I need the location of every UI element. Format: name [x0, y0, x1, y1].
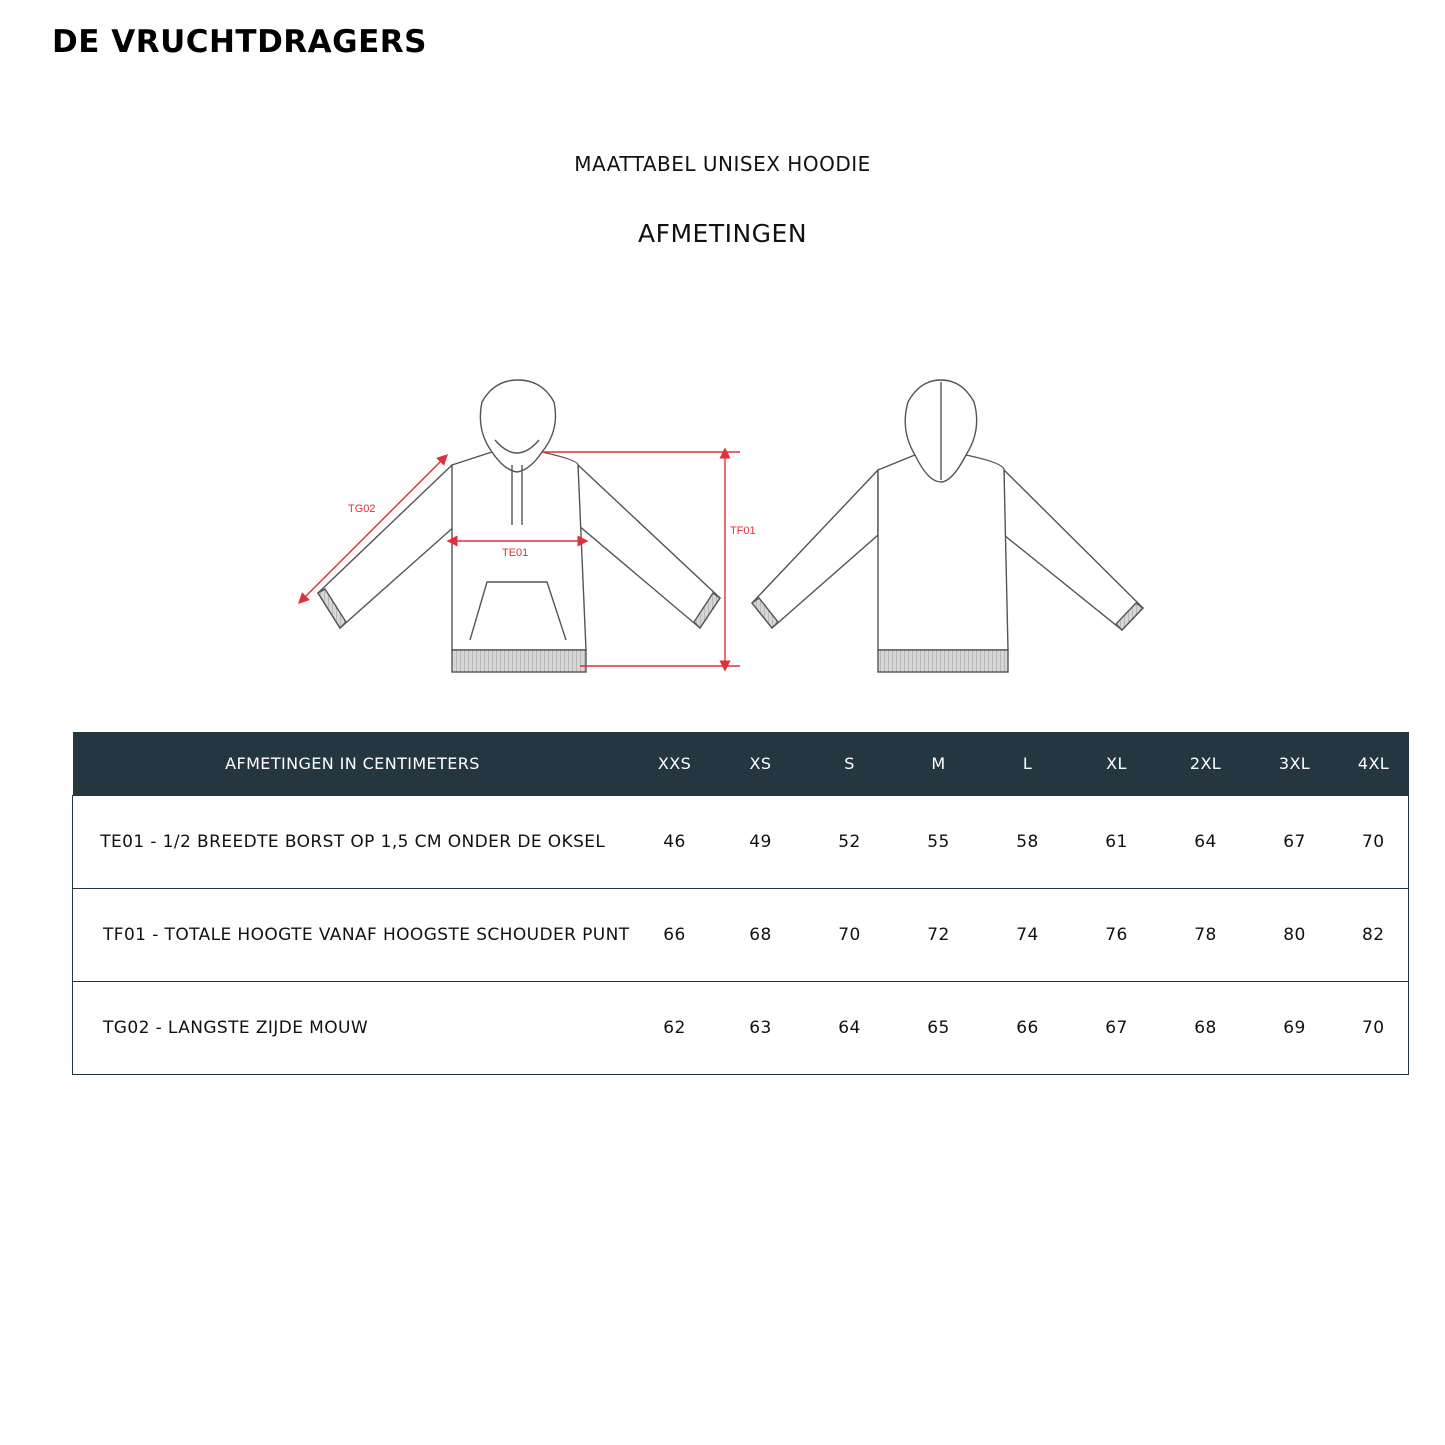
row-label: TG02 - LANGSTE ZIJDE MOUW: [73, 982, 633, 1075]
table-cell: 69: [1251, 982, 1339, 1075]
table-cell: 72: [895, 889, 983, 982]
table-cell: 67: [1073, 982, 1161, 1075]
table-cell: 63: [717, 982, 805, 1075]
row-label: TF01 - TOTALE HOOGTE VANAF HOOGSTE SCHOUDER PUNT: [73, 889, 633, 982]
back-waistband: [878, 650, 1008, 672]
table-cell: 49: [717, 796, 805, 889]
size-header: 3XL: [1251, 732, 1339, 796]
size-header: XL: [1073, 732, 1161, 796]
hoodie-front: [318, 380, 720, 672]
size-header: 2XL: [1161, 732, 1251, 796]
table-cell: 74: [983, 889, 1073, 982]
table-cell: 68: [717, 889, 805, 982]
hoodie-back: [752, 380, 1143, 672]
table-cell: 82: [1339, 889, 1409, 982]
table-cell: 55: [895, 796, 983, 889]
page-subtitle: MAATTABEL UNISEX HOODIE: [574, 152, 871, 176]
table-cell: 64: [805, 982, 895, 1075]
hoodie-illustration: [280, 360, 1180, 690]
table-row: [73, 796, 1409, 889]
size-header: M: [895, 732, 983, 796]
size-header: XXS: [633, 732, 717, 796]
size-header: XS: [717, 732, 805, 796]
front-left-sleeve: [318, 465, 456, 628]
brand-logo: DE VRUCHTDRAGERS: [52, 24, 427, 60]
table-cell: 46: [633, 796, 717, 889]
table-cell: 64: [1161, 796, 1251, 889]
front-right-sleeve: [578, 465, 720, 628]
table-cell: 65: [895, 982, 983, 1075]
table-cell: 52: [805, 796, 895, 889]
page-heading: AFMETINGEN: [637, 219, 808, 248]
back-right-sleeve: [1004, 470, 1143, 630]
table-cell: 70: [805, 889, 895, 982]
table-cell: 80: [1251, 889, 1339, 982]
size-table: [72, 732, 1409, 1075]
table-cell: 76: [1073, 889, 1161, 982]
table-cell: 58: [983, 796, 1073, 889]
header-label: AFMETINGEN IN CENTIMETERS: [73, 732, 633, 796]
table-cell: 61: [1073, 796, 1161, 889]
front-waistband: [452, 650, 586, 672]
hoodie-measurement-diagram: [280, 360, 1180, 690]
table-cell: 66: [983, 982, 1073, 1075]
table-cell: 70: [1339, 796, 1409, 889]
table-cell: 78: [1161, 889, 1251, 982]
back-left-sleeve: [752, 470, 878, 628]
chest-label: TE01: [502, 547, 529, 559]
height-label: TF01: [730, 525, 756, 537]
table-cell: 66: [633, 889, 717, 982]
table-cell: 67: [1251, 796, 1339, 889]
size-header: L: [983, 732, 1073, 796]
table-row: [73, 889, 1409, 982]
table-cell: 62: [633, 982, 717, 1075]
table-cell: 70: [1339, 982, 1409, 1075]
size-header: 4XL: [1339, 732, 1409, 796]
table-row: [73, 982, 1409, 1075]
row-label: TE01 - 1/2 BREEDTE BORST OP 1,5 CM ONDER DE OKSEL: [73, 796, 633, 889]
sleeve-label: TG02: [348, 503, 376, 515]
size-table-header: [73, 732, 1409, 796]
table-cell: 68: [1161, 982, 1251, 1075]
back-body: [878, 455, 1008, 650]
size-header: S: [805, 732, 895, 796]
